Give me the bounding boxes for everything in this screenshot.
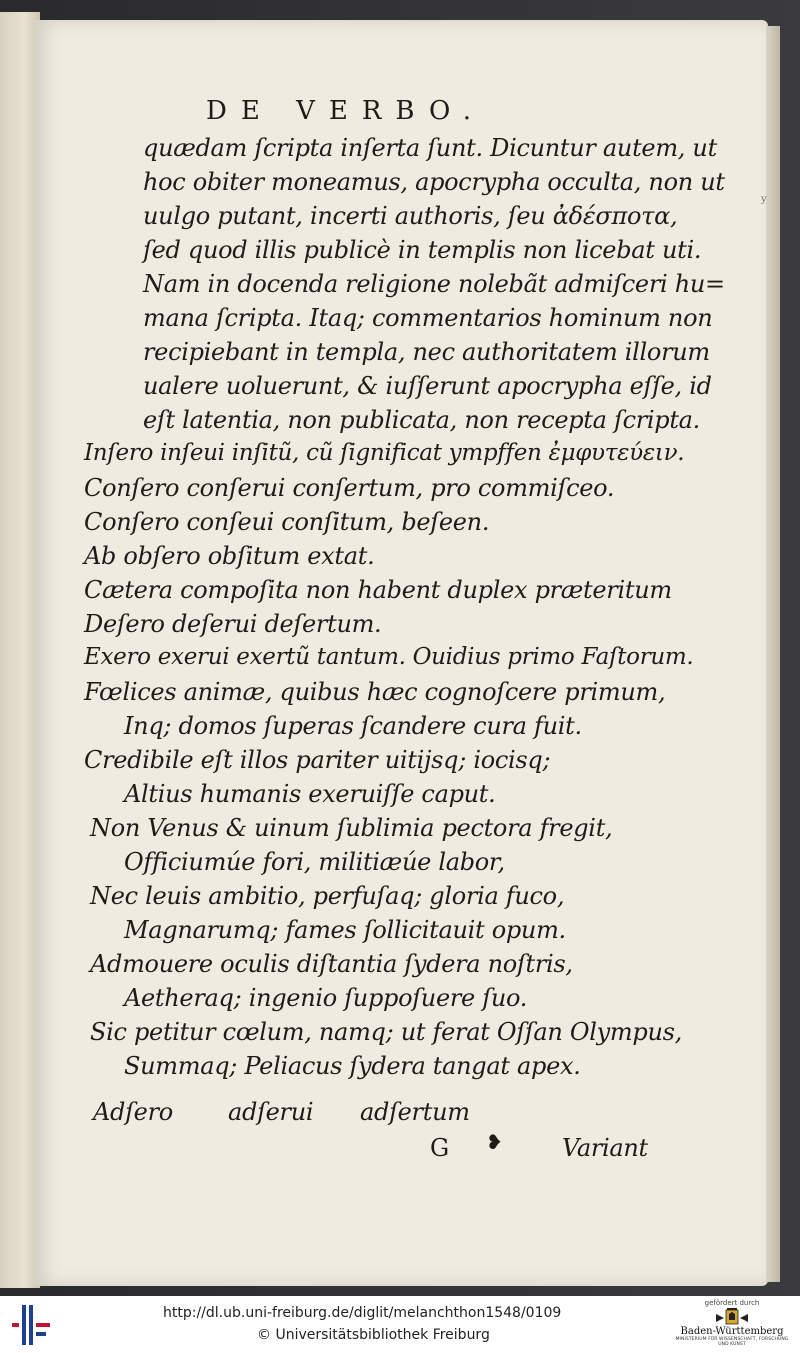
- text-line: Nec leuis ambitio, perfuſaq; gloria fuco,: [90, 882, 565, 910]
- conjugation-form: adſerui: [228, 1098, 314, 1126]
- text-line: Conſero conſerui conſertum, pro commiſceo.: [84, 474, 615, 502]
- viewer-footer: [0, 1296, 800, 1353]
- text-line: Altius humanis exeruiſſe caput.: [124, 780, 496, 808]
- text-line: quædam ſcripta inſerta ſunt. Dicuntur autem, ut: [143, 134, 717, 162]
- sponsor-block: [670, 1298, 794, 1350]
- text-line: Fœlices animæ, quibus hæc cognoſcere primum,: [84, 678, 666, 706]
- text-line: Exero exerui exertũ tantum. Ouidius primo Faſtorum.: [84, 644, 694, 670]
- text-line: ſed quod illis publicè in templis non licebat uti.: [143, 236, 702, 264]
- text-line: Officiumúe fori, militiæúe labor,: [124, 848, 505, 876]
- running-head: DE VERBO.: [206, 96, 486, 126]
- signature-ornament: ❥: [486, 1130, 503, 1154]
- text-line: Nam in docenda religione nolebãt admiſceri hu=: [143, 270, 725, 298]
- conjugation-form: Adſero: [93, 1098, 173, 1126]
- text-line: uulgo putant, incerti authoris, ſeu ἀδέσποτα,: [143, 202, 678, 230]
- text-line: recipiebant in templa, nec authoritatem illorum: [143, 338, 710, 366]
- university-library-logo-icon: [12, 1305, 50, 1345]
- text-line: Admouere oculis diſtantia ſydera noſtris,: [90, 950, 573, 978]
- text-line: Credibile eſt illos pariter uitijsq; iocisq;: [84, 746, 551, 774]
- text-line: Aetheraq; ingenio ſuppoſuere ſuo.: [124, 984, 528, 1012]
- text-line: Cætera compoſita non habent duplex præteritum: [84, 576, 672, 604]
- signature-mark: G: [430, 1134, 449, 1162]
- margin-mark: y: [761, 194, 767, 205]
- text-line: mana ſcripta. Itaq; commentarios hominum non: [143, 304, 713, 332]
- text-line: Ab obſero obſitum extat.: [84, 542, 375, 570]
- sponsor-ministry: MINISTERIUM FÜR WISSENSCHAFT, FORSCHUNG UND KUNST: [675, 1337, 789, 1347]
- catchword: Variant: [562, 1134, 648, 1162]
- text-line: Non Venus & uinum ſublimia pectora fregit,: [90, 814, 613, 842]
- state-crest-icon: [712, 1308, 752, 1326]
- copyright-notice: © Universitätsbibliothek Freiburg: [257, 1327, 490, 1343]
- text-line: Inſero inſeui inſitũ, cũ ſignificat ympffen ἐμφυτεύειν.: [84, 440, 685, 466]
- conjugation-form: adſertum: [360, 1098, 470, 1126]
- sponsor-name: Baden-Württemberg: [680, 1326, 784, 1337]
- text-line: ualere uoluerunt, & iuſſerunt apocrypha eſſe, id: [143, 372, 712, 400]
- text-line: Conſero conſeui conſitum, beſeen.: [84, 508, 490, 536]
- text-line: Magnarumq; fames ſollicitauit opum.: [124, 916, 566, 944]
- text-line: hoc obiter moneamus, apocrypha occulta, non ut: [143, 168, 725, 196]
- text-line: Deſero deſerui deſertum.: [84, 610, 382, 638]
- text-line: Inq; domos ſuperas ſcandere cura fuit.: [124, 712, 582, 740]
- text-line: Sic petitur cœlum, namq; ut ferat Oſſan Olympus,: [90, 1018, 682, 1046]
- page-edge-right: [766, 26, 780, 1282]
- text-line: eſt latentia, non publicata, non recepta ſcripta.: [143, 406, 700, 434]
- text-line: Summaq; Peliacus ſydera tangat apex.: [124, 1052, 581, 1080]
- sponsor-label: gefördert durch: [704, 1299, 760, 1307]
- permalink-url[interactable]: http://dl.ub.uni-freiburg.de/diglit/melanchthon1548/0109: [163, 1305, 562, 1321]
